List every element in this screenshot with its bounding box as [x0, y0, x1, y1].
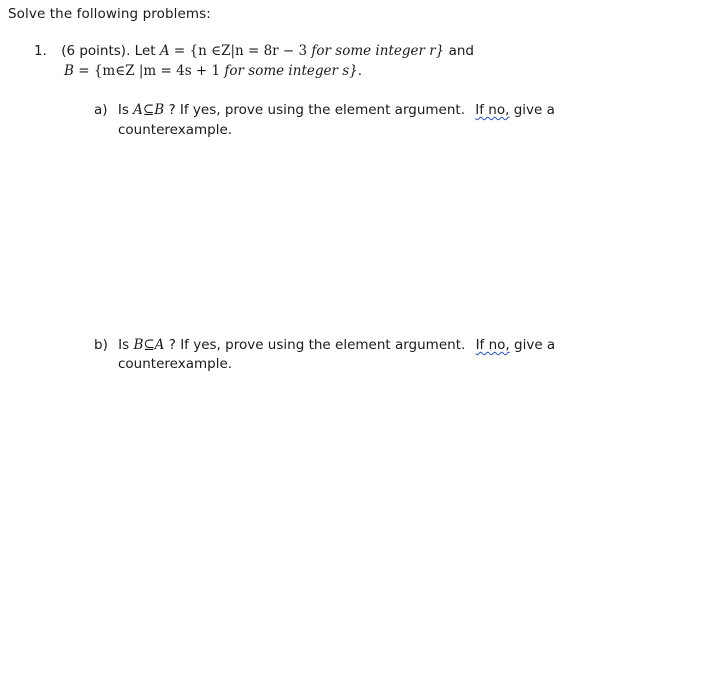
part-b-subset-expression: B⊆A	[133, 337, 165, 353]
set-b-definition-post: for some integer s}	[224, 63, 358, 79]
set-a-definition-pre: {n ∈Z|n = 8r − 3	[189, 43, 308, 59]
part-a-label: a)	[94, 102, 108, 118]
part-b-counterexample: counterexample.	[118, 356, 233, 372]
page-heading: Solve the following problems:	[8, 6, 211, 22]
part-a-if-no: If no,	[475, 102, 510, 118]
part-a-question-mark: ?	[168, 102, 176, 118]
and-word: and	[448, 43, 474, 59]
part-b-label: b)	[94, 337, 108, 353]
part-a-is: Is	[117, 102, 129, 118]
part-b-give: give a	[514, 337, 556, 353]
part-b-question-mark: ?	[168, 337, 176, 353]
part-b-if-no: If no,	[475, 337, 510, 353]
let-word: Let	[134, 43, 156, 59]
part-a-give: give a	[513, 102, 555, 118]
problem-number: 1.	[34, 43, 47, 59]
period: .	[357, 63, 363, 79]
part-a-instruction: If yes, prove using the element argument.	[179, 102, 465, 118]
set-b-name: B	[64, 63, 74, 79]
part-a-line-1	[94, 102, 555, 118]
part-b-instruction: If yes, prove using the element argument.	[180, 337, 466, 353]
part-b-line-1	[94, 337, 555, 353]
set-a-definition-post: for some integer r}	[311, 43, 445, 59]
set-a-name: A	[159, 43, 170, 59]
part-b-line-2	[118, 356, 232, 372]
problem-1-line-1	[34, 43, 474, 59]
problem-points: (6 points).	[61, 43, 131, 59]
equals-sign: =	[173, 43, 186, 59]
set-b-definition-pre: = {m∈Z |m = 4s + 1	[78, 63, 221, 79]
problem-1-line-2	[64, 63, 362, 79]
part-a-counterexample: counterexample.	[118, 122, 233, 138]
part-a-line-2	[118, 122, 232, 138]
part-b-is: Is	[118, 337, 130, 353]
part-a-subset-expression: A⊆B	[133, 102, 165, 118]
